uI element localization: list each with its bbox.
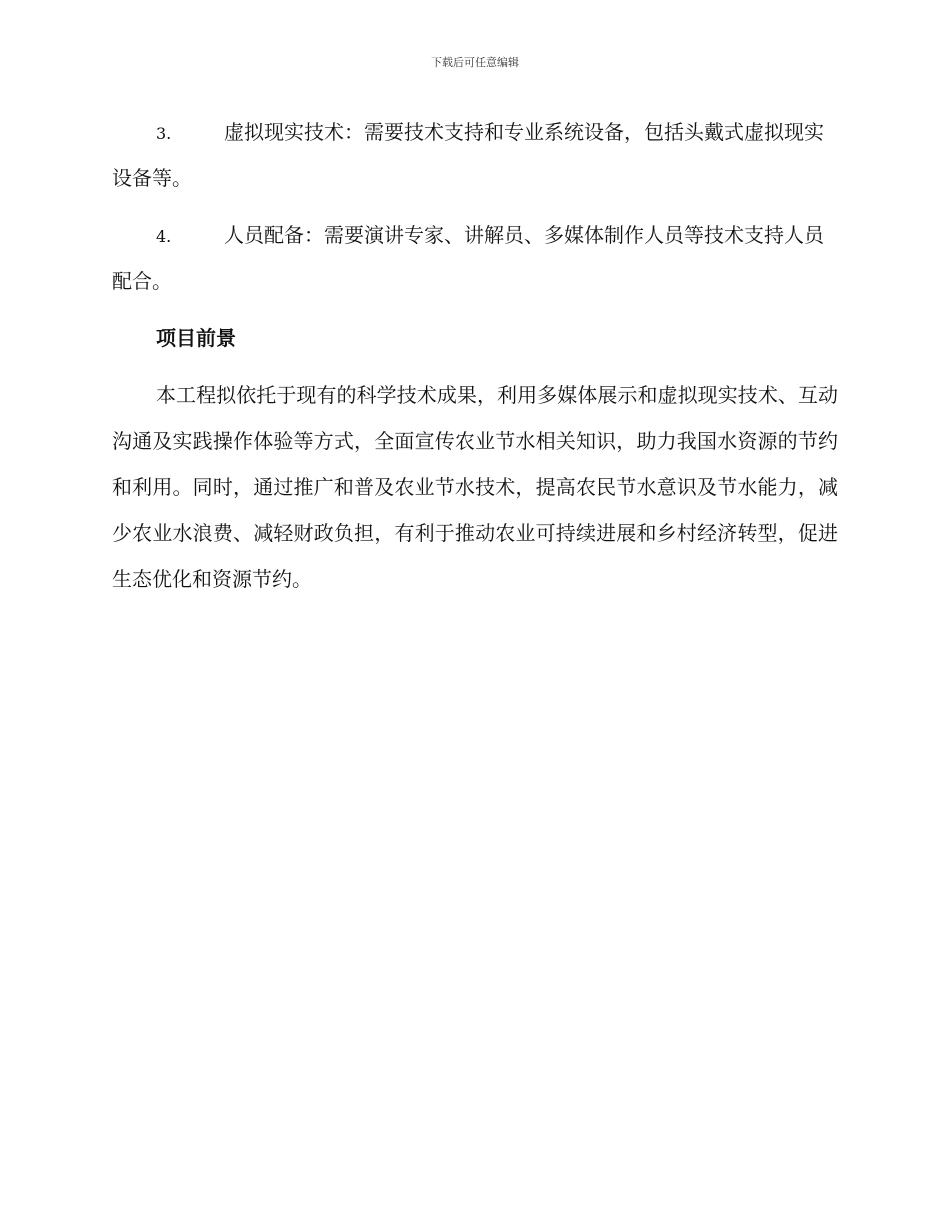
list-item-text: 人员配备：需要演讲专家、讲解员、多媒体制作人员等技术支持人员配合。 [112,223,824,293]
list-item-number: 4. [156,227,172,246]
section-paragraph: 本工程拟依托于现有的科学技术成果，利用多媒体展示和虚拟现实技术、互动沟通及实践操作体验等方式，全面宣传农业节水相关知识，助力我国水资源的节约和利用。同时，通过推广和普及农业节水技术，提高农民节水意识及节水能力，减少农业水浪费、减轻财政负担，有利于推动农业可持续进展和乡村经济转型，促进生态优化和资源节约。 [112,383,838,591]
section-title: 项目前景 [156,326,236,350]
document-content [112,110,838,602]
header-note: 下载后可任意编辑 [431,56,519,69]
list-item-text: 虚拟现实技术：需要技术支持和专业系统设备，包括头戴式虚拟现实设备等。 [112,120,824,190]
list-item-4 [112,213,838,303]
list-item-3 [112,110,838,200]
list-item-number: 3. [156,124,172,143]
